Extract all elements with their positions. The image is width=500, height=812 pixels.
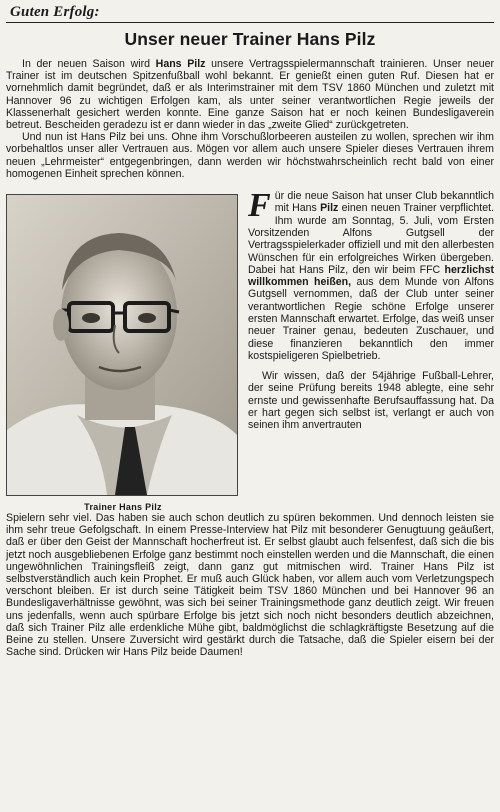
column-paragraph-2: Wir wissen, daß der 54jährige Fußball-Lehrer, der seine Prüfung bereits 1948 ablegte, eine sehr ernste und gewissenhafte Berufsauffassung hat. Da er hart gegen sich selbst ist, verlangt er auch von seinen ihm anvertrauten bbox=[248, 370, 494, 432]
photo-column bbox=[6, 190, 240, 512]
portrait-photo-drawing bbox=[7, 195, 237, 495]
intro-text bbox=[6, 58, 494, 180]
photo-and-column bbox=[6, 187, 494, 513]
closing-text bbox=[6, 512, 494, 658]
article-headline: Unser neuer Trainer Hans Pilz bbox=[124, 29, 376, 49]
article-kicker: Guten Erfolg: bbox=[10, 4, 100, 20]
intro-paragraph-2: Und nun ist Hans Pilz bei uns. Ohne ihm Vorschußlorbeeren austeilen zu wollen, sprechen wir ihm vorbehaltlos unser aller Vertrauen aus. Mögen vor allem auch unsere Spieler dieses Vertrauen ihrem neuen „Lehrmeister“ entgegenbringen, dann werden wir höchstwahrscheinlich recht bald von einer homogenen Einheit sprechen können. bbox=[6, 131, 494, 180]
photo-caption: Trainer Hans Pilz bbox=[84, 502, 162, 513]
right-column bbox=[248, 187, 494, 512]
column-paragraph-1 bbox=[248, 187, 494, 362]
intro-paragraph-1 bbox=[6, 58, 494, 131]
intro-p1-bold-name: Hans Pilz bbox=[155, 58, 206, 70]
closing-paragraph: Spielern sehr viel. Das haben sie auch schon deutlich zu spüren bekommen. Und dennoch leisten sie ihm sehr treue Gefolgschaft. In einem Presse-Interview hat Pilz mit besonderer Genugtuung geäußert, daß er über den Geist der Mannschaft hocherfreut ist. Er selbst glaubt auch felsenfest, daß sich die bis jetzt noch ausgebliebenen Erfolge ganz bestimmt noch einstellen werden und die Mannschaft, die einen ungewöhnlichen Trainingsfleiß zeigt, dann ganz gut mitmischen wird. Trainer Hans Pilz ist selbstverständlich auch kein Prophet. Er muß auch Glück haben, vor allem auch vom Verletzungspech verschont bleiben. Er ist durch seine Tätigkeit beim TSV 1860 München und bei Hannover 96 an Bundesligaverhältnisse gewöhnt, was sich bei seiner Trainingsmethode ganz deutlich zeigt. Wir freuen uns jedenfalls, wenn auch spürbare Erfolge bis jetzt sich noch nicht besonders deutlich abzeichnen, daß sich Trainer Pilz alle erdenkliche Mühe gibt, baldmöglichst die schlagkräftigste Besetzung auf die Beine zu stellen. Unsere Zuversicht wird gestärkt durch die Tatsache, daß die Spieler eisern bei der Sache sind. Drücken wir Hans Pilz beide Daumen! bbox=[6, 512, 494, 659]
col-p1-text-c: einen neuen Trainer verpflichtet. Ihm wurde am Sonntag, 5. Juli, vom Ersten Vorsitzenden Alfons Gutgsell der Vertragsspielerkader offiziell und mit den allerbesten Wünschen für ein erfolgreiches Wirken übergeben. Dabei hat Hans Pilz, den wir beim FFC bbox=[248, 202, 494, 276]
col-p1-bold-welcome: herzlichst willkommen heißen, bbox=[248, 263, 494, 289]
intro-p1-text-c: unsere Vertragsspielermannschaft trainieren. Unser neuer Trainer ist im deutschen Spitzenfußball wohl bekannt. Er genießt einen guten Ruf. Diesen hat er vornehmlich damit begründet, daß er als Interimstrainer mit dem TSV 1860 München und zuletzt mit Hannover 96 zu wichtigen Erfolgen kam, als unter seiner verantwortlichen Regie jeweils der Klassenerhalt gesichert werden konnte. Eine ganze Saison hat er noch keinen Bundesligaverein betreut. Bescheiden geradezu ist er dann wieder in das „zweite Glied“ zurückgetreten. bbox=[6, 58, 494, 132]
col-p1-text-a: ür die neue Saison hat unser Club bekanntlich mit Hans bbox=[274, 190, 494, 215]
portrait-photo bbox=[6, 194, 238, 496]
dropcap-letter: F bbox=[248, 187, 271, 225]
col-p1-text-e: aus dem Munde von Alfons Gutgsell vernommen, daß der Club unter seiner verantwortlichen Regie schöne Erfolge unserer ersten Mannschaft erwartet. Erfolge, das weiß unser neuer Trainer genau, bedeuten Zuschauer, und diese finanzieren bekanntlich den immer kostspieligeren Spielbetrieb. bbox=[248, 276, 494, 362]
intro-p1-text-a: In der neuen Saison wird bbox=[22, 58, 156, 70]
article-page bbox=[0, 4, 500, 812]
kicker-rule bbox=[6, 22, 494, 23]
col-p1-bold-name: Pilz bbox=[320, 202, 339, 215]
